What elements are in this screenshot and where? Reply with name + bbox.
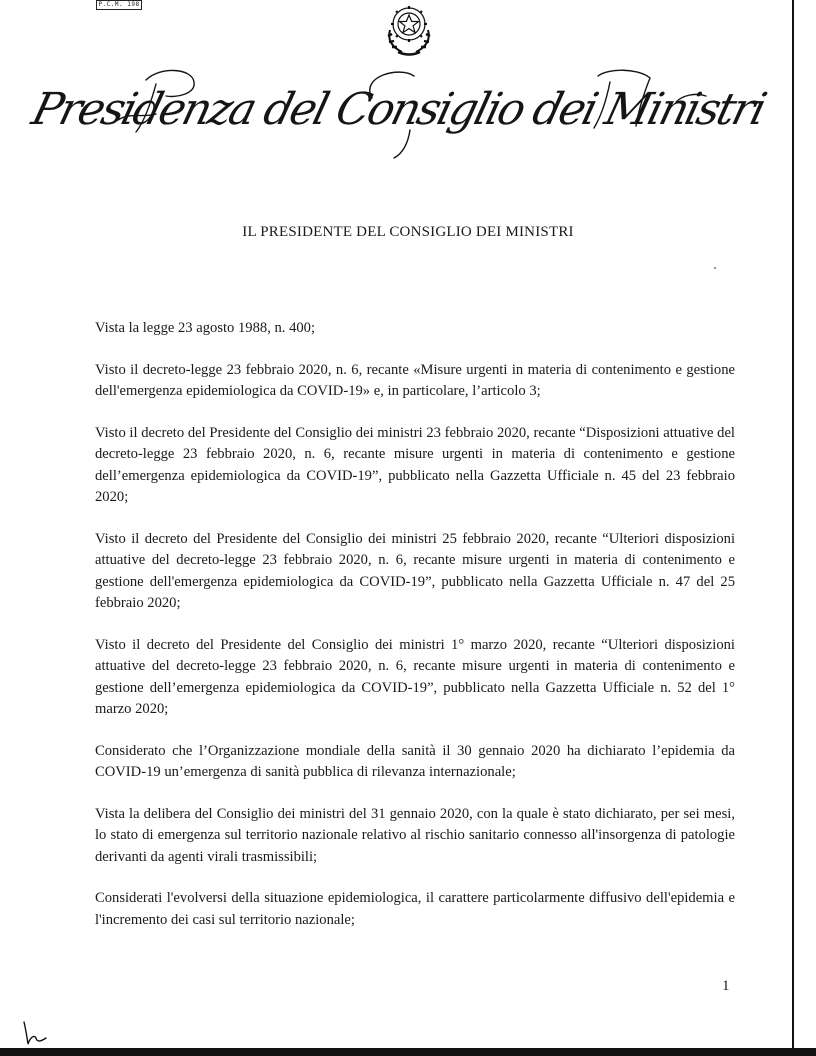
letterhead-text: Presidenza del Consiglio dei Ministri — [26, 83, 770, 135]
italian-republic-emblem-icon — [380, 0, 438, 58]
recital-paragraph: Visto il decreto-legge 23 febbraio 2020, n. 6, recante «Misure urgenti in materia di contenimento e gestione dell'emergenza epidemiologica da COVID-19» e, in particolare, l’articolo 3; — [95, 361, 735, 399]
recital-paragraph: Visto il decreto del Presidente del Consiglio dei ministri 1° marzo 2020, recante “Ulteriori disposizioni attuative del decreto-legge 23 febbraio 2020, n. 6, recante misure urgenti in materia di contenimento e gestione dell’emergenza epidemiologica da COVID-19”, pubblicato nella Gazzetta Ufficiale n. 52 del 1° marzo 2020; — [95, 636, 735, 717]
recital-paragraph: Visto il decreto del Presidente del Consiglio dei ministri 25 febbraio 2020, recante “Ulteriori disposizioni attuative del decreto-legge 23 febbraio 2020, n. 6, recante misure urgenti in materia di contenimento e gestione dell'emergenza epidemiologica da COVID-19”, pubblicato nella Gazzetta Ufficiale n. 47 del 25 febbraio 2020; — [95, 530, 735, 611]
page-number: 1 — [722, 978, 730, 994]
handwritten-initial-icon — [20, 1018, 50, 1048]
scan-speck — [714, 267, 716, 269]
scan-edge-bottom — [0, 1048, 816, 1056]
recital-paragraph: Visto il decreto del Presidente del Consiglio dei ministri 23 febbraio 2020, recante “Disposizioni attuative del decreto-legge 23 febbraio 2020, n. 6, recante misure urgenti in materia di contenimento e gestione dell’emergenza epidemiologica da COVID-19”, pubblicato nella Gazzetta Ufficiale n. 45 del 23 febbraio 2020; — [95, 424, 735, 505]
scan-edge-right — [792, 0, 816, 1056]
document-body — [95, 318, 735, 951]
document-heading: IL PRESIDENTE DEL CONSIGLIO DEI MINISTRI — [242, 224, 574, 240]
recital-paragraph: Considerati l'evolversi della situazione epidemiologica, il carattere particolarmente diffusivo dell'epidemia e l'incremento dei casi sul territorio nazionale; — [95, 890, 735, 928]
recital-paragraph: Vista la delibera del Consiglio dei ministri del 31 gennaio 2020, con la quale è stato dichiarato, per sei mesi, lo stato di emergenza sul territorio nazionale relativo al rischio sanitario connesso all'insorgenza di patologie derivanti da agenti virali trasmissibili; — [95, 805, 735, 865]
recital-paragraph: Vista la legge 23 agosto 1988, n. 400; — [95, 320, 316, 336]
document-code-stamp: P.C.M. 198 — [96, 0, 142, 10]
letterhead-calligraphy — [26, 62, 770, 162]
recital-paragraph: Considerato che l’Organizzazione mondiale della sanità il 30 gennaio 2020 ha dichiarato l’epidemia da COVID-19 un’emergenza di sanità pubblica di rilevanza internazionale; — [95, 742, 735, 780]
